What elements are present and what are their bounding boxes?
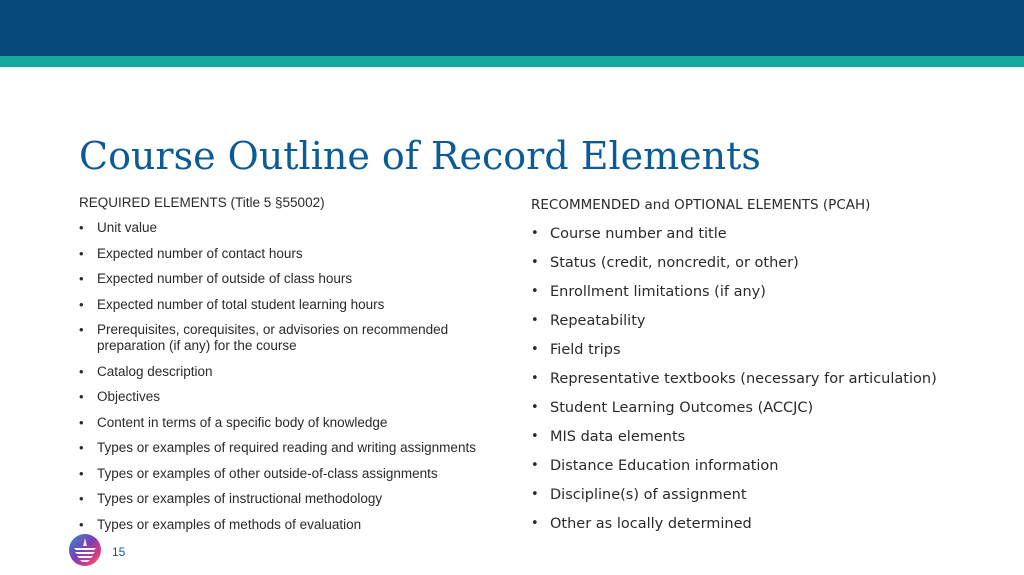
list-item: • Prerequisites, corequisites, or advisories on recommended preparation (if any) for the course xyxy=(79,322,449,353)
bullet-icon: • xyxy=(531,516,539,531)
required-elements-column xyxy=(79,195,499,542)
bullet-icon: • xyxy=(531,284,539,299)
recommended-elements-list xyxy=(531,225,1001,533)
list-item: • Student Learning Outcomes (ACCJC) xyxy=(531,400,814,416)
list-item: • Distance Education information xyxy=(531,458,779,474)
list-item: • Types or examples of required reading and writing assignments xyxy=(79,440,476,455)
bullet-icon: • xyxy=(79,363,84,379)
list-item: • Repeatability xyxy=(531,313,646,329)
college-logo-icon xyxy=(68,533,102,567)
list-item: • MIS data elements xyxy=(531,429,686,445)
list-item: • Discipline(s) of assignment xyxy=(531,487,747,503)
list-item: • Types or examples of instructional methodology xyxy=(79,491,383,506)
header-band xyxy=(0,0,1024,56)
list-item: • Types or examples of other outside-of-class assignments xyxy=(79,465,438,481)
list-item: • Expected number of contact hours xyxy=(79,245,303,261)
bullet-icon: • xyxy=(79,220,84,235)
bullet-icon: • xyxy=(79,389,84,404)
accent-band xyxy=(0,56,1024,67)
bullet-icon: • xyxy=(531,371,539,386)
bullet-icon: • xyxy=(531,458,539,473)
bullet-icon: • xyxy=(79,245,84,261)
list-item: • Types or examples of methods of evaluation xyxy=(79,516,362,532)
bullet-icon: • xyxy=(531,400,539,415)
bullet-icon: • xyxy=(79,296,84,312)
list-item: • Content in terms of a specific body of knowledge xyxy=(79,414,388,430)
list-item: • Representative textbooks (necessary for articulation) xyxy=(531,371,937,387)
recommended-elements-column xyxy=(531,196,1001,544)
list-item: • Unit value xyxy=(79,220,158,235)
bullet-icon: • xyxy=(79,465,84,481)
list-item: • Other as locally determined xyxy=(531,516,752,532)
bullet-icon: • xyxy=(531,226,539,241)
bullet-icon: • xyxy=(531,487,539,502)
slide-title: Course Outline of Record Elements xyxy=(79,134,761,178)
list-item: • Field trips xyxy=(531,342,621,358)
list-item: • Course number and title xyxy=(531,226,727,242)
bullet-icon: • xyxy=(531,429,539,444)
list-item: • Expected number of outside of class hours xyxy=(79,271,353,286)
bullet-icon: • xyxy=(531,313,539,328)
bullet-icon: • xyxy=(79,322,84,337)
bullet-icon: • xyxy=(79,440,84,455)
bullet-icon: • xyxy=(79,271,84,286)
list-item: • Expected number of total student learning hours xyxy=(79,296,385,312)
bullet-icon: • xyxy=(79,516,84,532)
bullet-icon: • xyxy=(79,491,84,506)
page-number: 15 xyxy=(112,545,126,559)
list-item: • Objectives xyxy=(79,389,161,404)
bullet-icon: • xyxy=(79,414,84,430)
required-elements-heading: REQUIRED ELEMENTS (Title 5 §55002) xyxy=(79,195,325,210)
list-item: • Status (credit, noncredit, or other) xyxy=(531,255,799,271)
list-item: • Enrollment limitations (if any) xyxy=(531,284,766,300)
bullet-icon: • xyxy=(531,342,539,357)
recommended-elements-heading: RECOMMENDED and OPTIONAL ELEMENTS (PCAH) xyxy=(531,197,871,213)
list-item: • Catalog description xyxy=(79,363,213,379)
required-elements-list xyxy=(79,220,499,533)
bullet-icon: • xyxy=(531,255,539,270)
